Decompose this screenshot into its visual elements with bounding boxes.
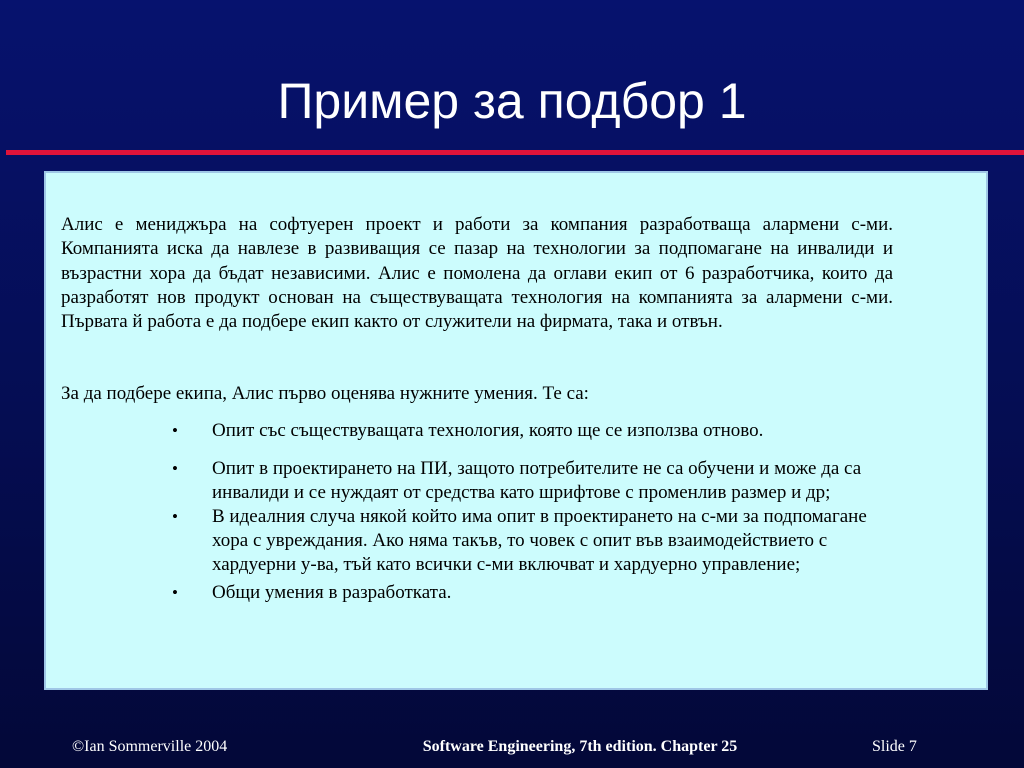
lead-paragraph: За да подбере екипа, Алис първо оценява нужните умения. Те са: xyxy=(61,383,589,404)
footer-book-title: Software Engineering, 7th edition. Chapter 25 xyxy=(422,738,738,755)
footer-slide-number: Slide 7 xyxy=(872,738,917,755)
title-divider xyxy=(6,150,1024,155)
footer-copyright: ©Ian Sommerville 2004 xyxy=(72,738,228,755)
intro-paragraph: Алис е мениджъра на софтуерен проект и работи за компания разработваща алармени с-ми. Компанията иска да навлезе в развиващия се пазар на технологии за подпомагане на инвалиди и възрастни хора да бъдат независими. Алис е помолена да оглави екип от 6 разработчика, които да разработят нов продукт основан на съществуващата технология на компанията за алармени с-ми. Първата й работа е да подбере екип както от служители на фирмата, така и отвън. xyxy=(61,214,893,333)
slide-title: Пример за подбор 1 xyxy=(277,73,747,129)
content-box xyxy=(44,171,988,690)
list-item: • Опит със съществуващата технология, която ще се използва отново. xyxy=(166,419,886,443)
list-item: • Общи умения в разработката. xyxy=(166,581,886,605)
skills-list xyxy=(166,419,886,605)
list-item: • В идеалния случа някой който има опит в проектирането на с-ми за подпомагане хора с увреждания. Ако няма такъв, то човек с опит във взаимодействието с хардуерни у-ва, тъй като всички с-ми включват и хардуерно управление; xyxy=(166,505,886,577)
list-item: • Опит в проектирането на ПИ, защото потребителите не са обучени и може да са инвалиди и се нуждаят от средства като шрифтове с променлив размер и др; xyxy=(166,457,886,505)
